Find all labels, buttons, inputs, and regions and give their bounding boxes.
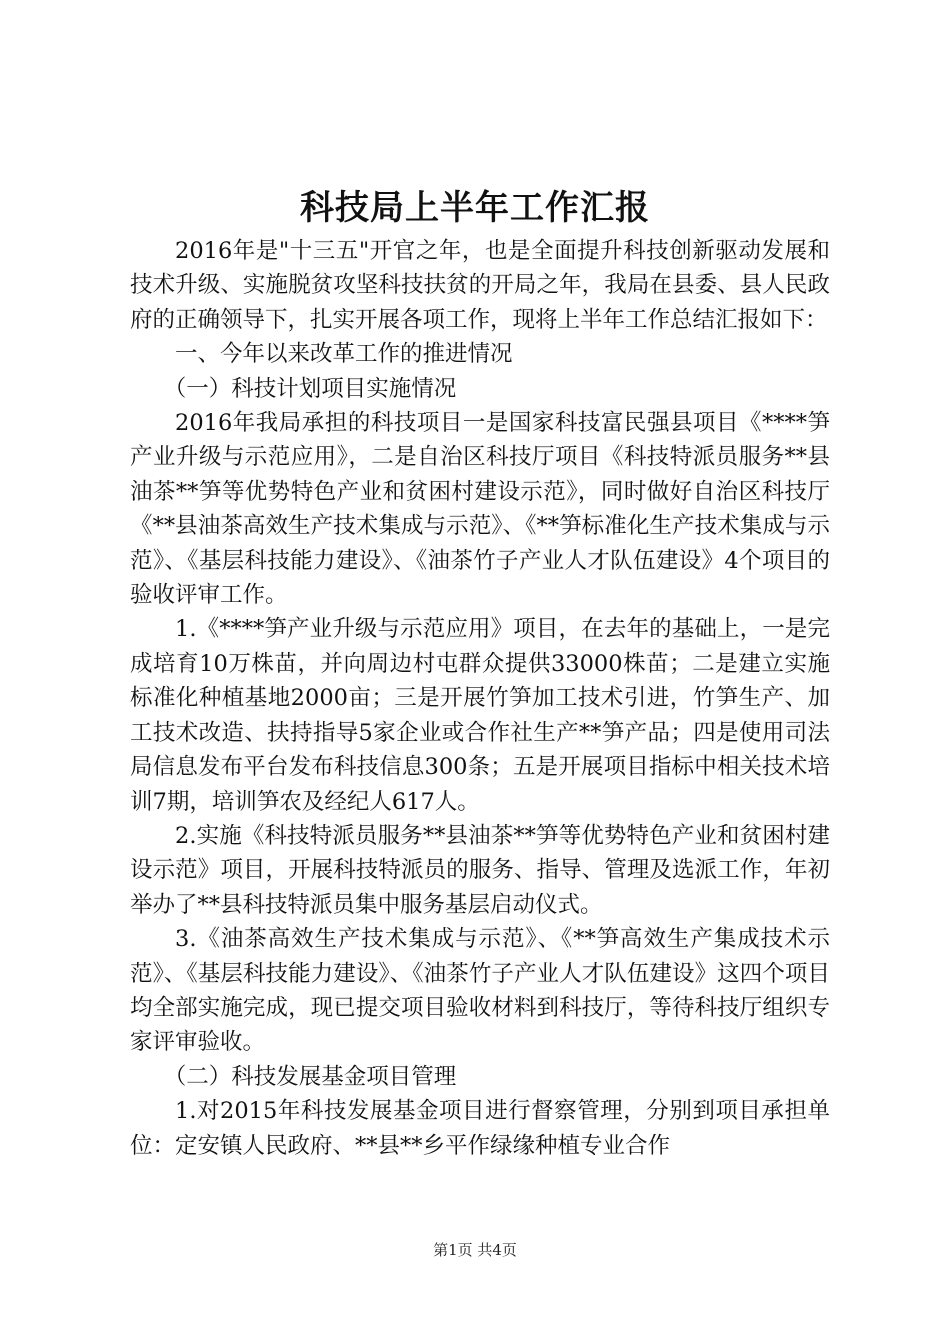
list-item-3: 3.《油茶高效生产技术集成与示范》、《**笋高效生产集成技术示范》、《基层科技能力建设》、《油茶竹子产业人才队伍建设》这四个项目均全部实施完成，现已提交项目验收材料到科技厅，等待科技厅组织专家评审验收。 xyxy=(130,926,830,1056)
subsection-1-paragraph: 2016年我局承担的科技项目一是国家科技富民强县项目《****笋产业升级与示范应用》，二是自治区科技厅项目《科技特派员服务**县油茶**笋等优势特色产业和贫困村建设示范》，同时做好自治区科技厅《**县油茶高效生产技术集成与示范》、《**笋标准化生产技术集成与示范》、《基层科技能力建设》、《油茶竹子产业人才队伍建设》4个项目的验收评审工作。 xyxy=(130,410,830,609)
subsection-heading-1: （一）科技计划项目实施情况 xyxy=(163,375,457,402)
document-title: 科技局上半年工作汇报 xyxy=(300,188,650,228)
subsection-heading-2: （二）科技发展基金项目管理 xyxy=(163,1063,457,1090)
section-heading-1: 一、今年以来改革工作的推进情况 xyxy=(175,341,513,368)
list-item-1: 1.《****笋产业升级与示范应用》项目，在去年的基础上，一是完成培育10万株苗，并向周边村屯群众提供33000株苗；二是建立实施标准化种植基地2000亩；三是开展竹笋加工技术引进，竹笋生产、加工技术改造、扶持指导5家企业或合作社生产**笋产品；四是使用司法局信息发布平台发布科技信息300条；五是开展项目指标中相关技术培训7期，培训笋农及经纪人617人。 xyxy=(130,616,830,815)
subsection-2-item-1: 1.对2015年科技发展基金项目进行督察管理，分别到项目承担单位：定安镇人民政府、**县**乡平作绿缘种植专业合作 xyxy=(130,1098,830,1159)
document-body xyxy=(130,234,830,1163)
intro-paragraph: 2016年是"十三五"开官之年，也是全面提升科技创新驱动发展和技术升级、实施脱贫攻坚科技扶贫的开局之年，我局在县委、县人民政府的正确领导下，扎实开展各项工作，现将上半年工作总结汇报如下： xyxy=(130,238,830,333)
page-number-footer: 第1页 共4页 xyxy=(433,1241,517,1259)
list-item-2: 2.实施《科技特派员服务**县油茶**笋等优势特色产业和贫困村建设示范》项目，开展科技特派员的服务、指导、管理及选派工作，年初举办了**县科技特派员集中服务基层启动仪式。 xyxy=(130,822,830,918)
